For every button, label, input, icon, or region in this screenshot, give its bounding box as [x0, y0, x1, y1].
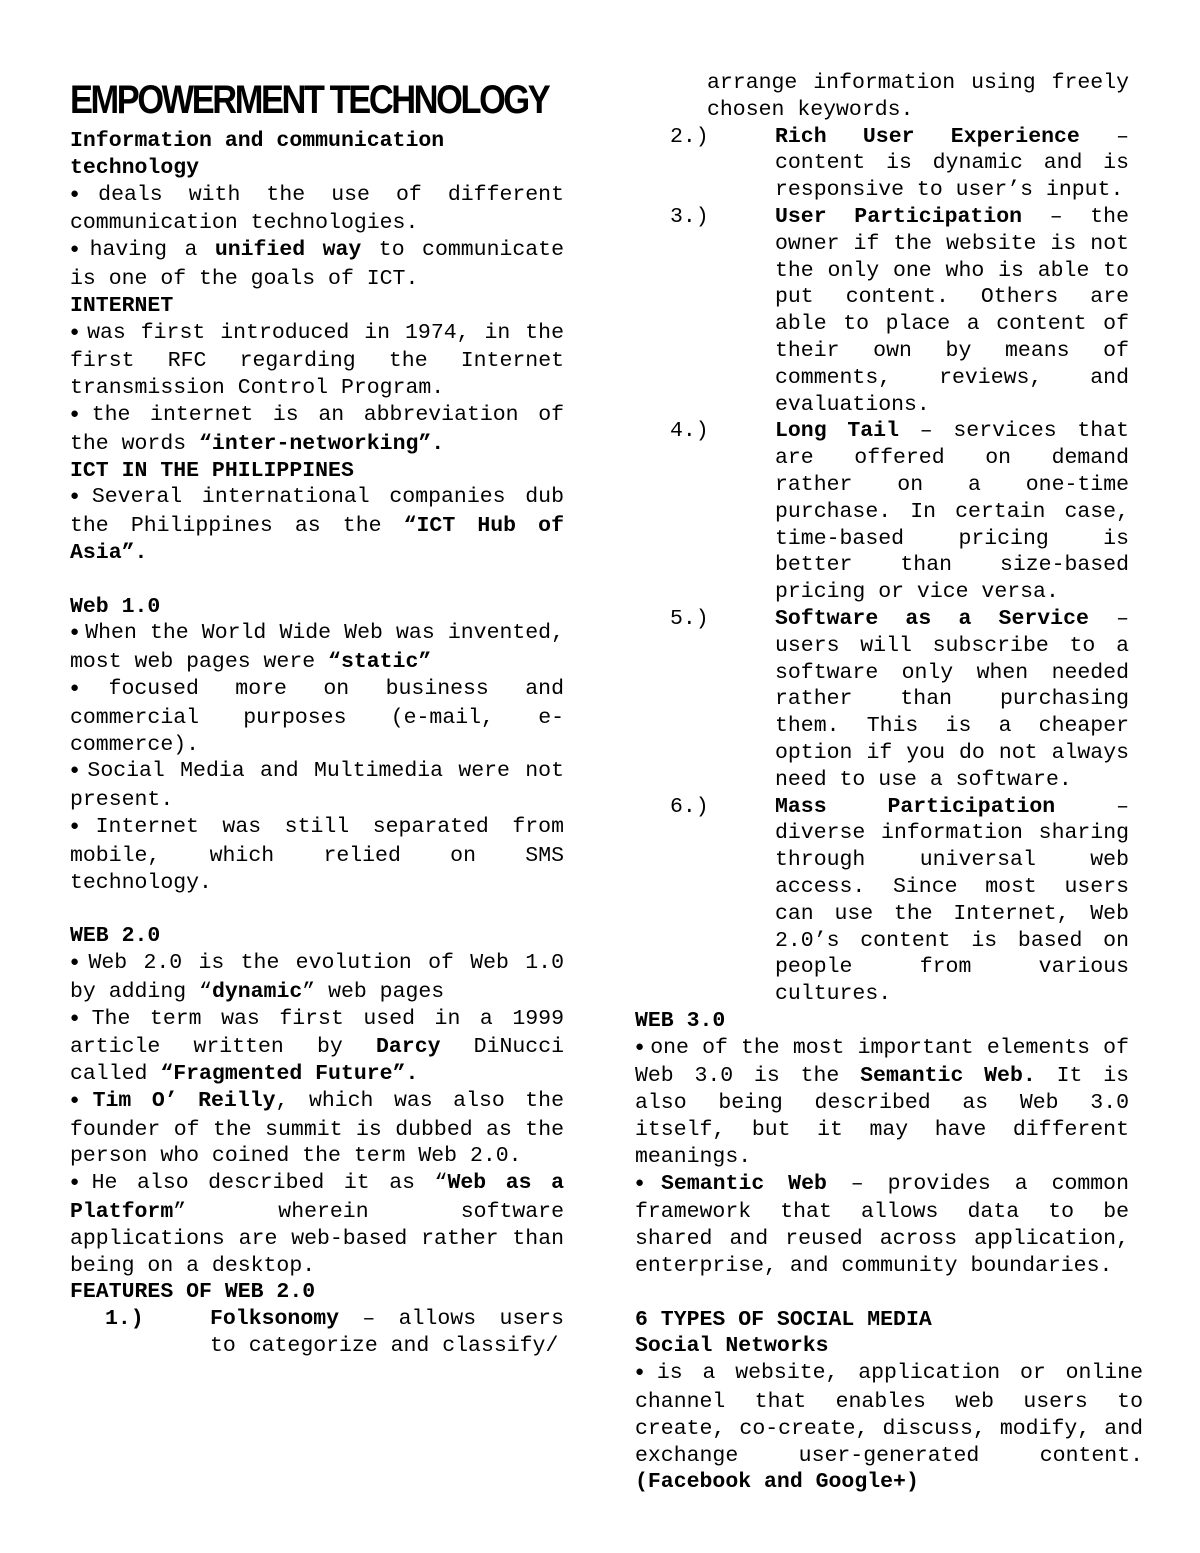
- ict-bullet-2: [70, 237, 564, 293]
- feature-6: [635, 794, 1129, 1008]
- feature-5: [635, 606, 1129, 794]
- ict-bullet-2-bold: unified way: [214, 238, 362, 263]
- feature-5-bold: Software as a Service: [775, 606, 1089, 631]
- ict-heading: Information and communication technology: [70, 129, 445, 180]
- internet-heading: INTERNET: [70, 293, 174, 318]
- web3-bullet-1-pre: one of the most important elements of Web 3.0 is the: [635, 1035, 1129, 1089]
- feature-3-desc: – the owner if the website is not the only one who is able to put content. Others are able to place a content of their own by means of comments, reviews, and evaluations.: [775, 204, 1129, 417]
- feature-3-bold: User Participation: [775, 204, 1023, 229]
- feature-1-bold: Folksonomy: [210, 1307, 340, 1332]
- web2-bullet-1-pre: Web 2.0 is the evolution of Web 1.0 by adding “: [70, 950, 564, 1004]
- feature-3-number: 3.): [670, 204, 709, 229]
- spacer: [70, 896, 564, 923]
- social-media-heading: 6 TYPES OF SOCIAL MEDIA: [635, 1307, 932, 1332]
- feature-2-desc: – content is dynamic and is responsive to user’s input.: [775, 124, 1129, 203]
- social-networks-heading: Social Networks: [635, 1334, 829, 1359]
- feature-6-bold: Mass Participation: [775, 794, 1056, 819]
- feature-4: [635, 418, 1129, 606]
- web2-bullet-4-bold: Web as a Platform: [70, 1171, 564, 1225]
- web1-bullet-4: [70, 814, 564, 896]
- ict-bullet-1: [70, 182, 564, 238]
- internet-bullet-1-text: was first introduced in 1974, in the first RFC regarding the Internet transmission Control Program.: [70, 320, 564, 401]
- feature-2-text: [775, 124, 1129, 204]
- social-networks-bullet-1-pre: is a website, application or online channel that enables web users to create, co-create, discuss, modify, and exchange user-generated content.: [635, 1361, 1143, 1468]
- ict-bullet-2-pre: having a: [89, 238, 215, 263]
- philippines-bullet-1-bold: “ICT Hub of Asia”.: [70, 514, 564, 565]
- right-column: [635, 70, 1143, 1496]
- ict-bullet-2-post: to communicate is one of the goals of ICT.: [70, 238, 564, 291]
- web2-bullet-2-pre: The term was first used in a 1999 article written by: [70, 1006, 564, 1060]
- internet-bullet-2: [70, 402, 564, 458]
- feature-3: [635, 204, 1129, 418]
- page-title: EMPOWERMENT TECHNOLOGY: [70, 78, 549, 122]
- web2-bullet-4: [70, 1170, 564, 1279]
- features-heading: FEATURES OF WEB 2.0: [70, 1280, 316, 1305]
- web2-bullet-1: [70, 950, 564, 1006]
- web1-bullet-2: [70, 676, 564, 758]
- philippines-heading: ICT IN THE PHILIPPINES: [70, 458, 354, 483]
- web3-bullet-1-post: It is also being described as Web 3.0 itself, but it may have different meanings.: [635, 1064, 1129, 1169]
- feature-4-number: 4.): [670, 419, 709, 444]
- web2-bullet-2-mid: DiNucci called: [70, 1035, 564, 1087]
- web1-bullet-4-text: Internet was still separated from mobile, which relied on SMS technology.: [70, 814, 564, 895]
- feature-5-desc: – users will subscribe to a software only when needed rather than purchasing them. This is a cheaper option if you do not always need to use a software.: [775, 606, 1129, 792]
- web2-bullet-2-bold-2: “Fragmented Future”.: [160, 1062, 419, 1087]
- feature-1: [70, 1306, 564, 1360]
- web2-bullet-3: [70, 1088, 564, 1170]
- web1-bullet-1: [70, 620, 564, 676]
- spacer: [70, 567, 564, 594]
- web2-bullet-1-bold: dynamic: [211, 979, 303, 1004]
- web3-heading: WEB 3.0: [635, 1008, 726, 1033]
- feature-6-text: [775, 794, 1129, 1008]
- left-column: [70, 76, 564, 1360]
- spacer: [635, 1280, 1129, 1307]
- ict-bullet-1-text: deals with the use of different communication technologies.: [70, 182, 564, 236]
- social-networks-bullet-1-bold: (Facebook and Google+): [635, 1470, 919, 1495]
- feature-5-text: [775, 606, 1129, 794]
- philippines-bullet-1-pre: Several international companies dub the Philippines as the: [70, 485, 564, 539]
- web1-bullet-3-text: Social Media and Multimedia were not present.: [70, 759, 564, 813]
- feature-2: [635, 124, 1129, 204]
- feature-2-number: 2.): [670, 124, 709, 149]
- web1-heading: Web 1.0: [70, 594, 161, 619]
- feature-1-number: 1.): [105, 1307, 144, 1332]
- philippines-bullet-1: [70, 484, 564, 566]
- web2-bullet-2: [70, 1006, 564, 1088]
- web2-bullet-1-post: ” web pages: [302, 979, 445, 1004]
- feature-2-bold: Rich User Experience: [775, 124, 1080, 149]
- web3-bullet-2-post: – provides a common framework that allows data to be shared and reused across application, enterprise, and community boundaries.: [635, 1171, 1129, 1279]
- feature-1-text: [210, 1306, 564, 1360]
- feature-3-text: [775, 204, 1129, 418]
- internet-bullet-2-bold: “inter-networking”.: [199, 431, 445, 456]
- web3-bullet-2-bold: Semantic Web: [661, 1171, 827, 1196]
- web2-bullet-2-bold-1: Darcy: [375, 1035, 441, 1060]
- web2-bullet-4-pre: He also described it as “: [91, 1171, 448, 1196]
- web2-bullet-3-bold: Tim O’ Reilly: [92, 1088, 276, 1113]
- web2-heading: WEB 2.0: [70, 924, 161, 949]
- internet-bullet-1: [70, 320, 564, 402]
- feature-4-desc: – services that are offered on demand rather on a one-time purchase. In certain case, time-based pricing is better than size-based pricing or vice versa.: [775, 419, 1129, 605]
- web1-bullet-2-text: focused more on business and commercial purposes (e-mail, e-commerce).: [70, 676, 564, 757]
- feature-4-text: [775, 418, 1129, 606]
- web3-bullet-1: [635, 1035, 1129, 1171]
- social-networks-bullet-1: [635, 1360, 1143, 1496]
- web1-bullet-1-pre: When the World Wide Web was invented, most web pages were: [70, 621, 564, 675]
- web1-bullet-3: [70, 758, 564, 814]
- feature-4-bold: Long Tail: [775, 419, 899, 444]
- feature-6-number: 6.): [670, 794, 709, 819]
- web3-bullet-2: [635, 1171, 1129, 1280]
- feature-5-number: 5.): [670, 606, 709, 631]
- feature-1-continued: arrange information using freely chosen keywords.: [707, 71, 1129, 122]
- web2-bullet-3-post: , which was also the founder of the summit is dubbed as the person who coined the term Web 2.0.: [70, 1088, 564, 1169]
- internet-bullet-2-pre: the internet is an abbreviation of the words: [70, 402, 564, 456]
- web1-bullet-1-bold: “static”: [328, 650, 432, 675]
- feature-1-desc: – allows users to categorize and classify/: [210, 1307, 564, 1359]
- web3-bullet-1-bold: Semantic Web.: [860, 1064, 1036, 1089]
- web2-bullet-4-post: ” wherein software applications are web-based rather than being on a desktop.: [70, 1200, 564, 1278]
- feature-6-desc: – diverse information sharing through universal web access. Since most users can use the Internet, Web 2.0’s content is based on people from various cultures.: [775, 794, 1129, 1007]
